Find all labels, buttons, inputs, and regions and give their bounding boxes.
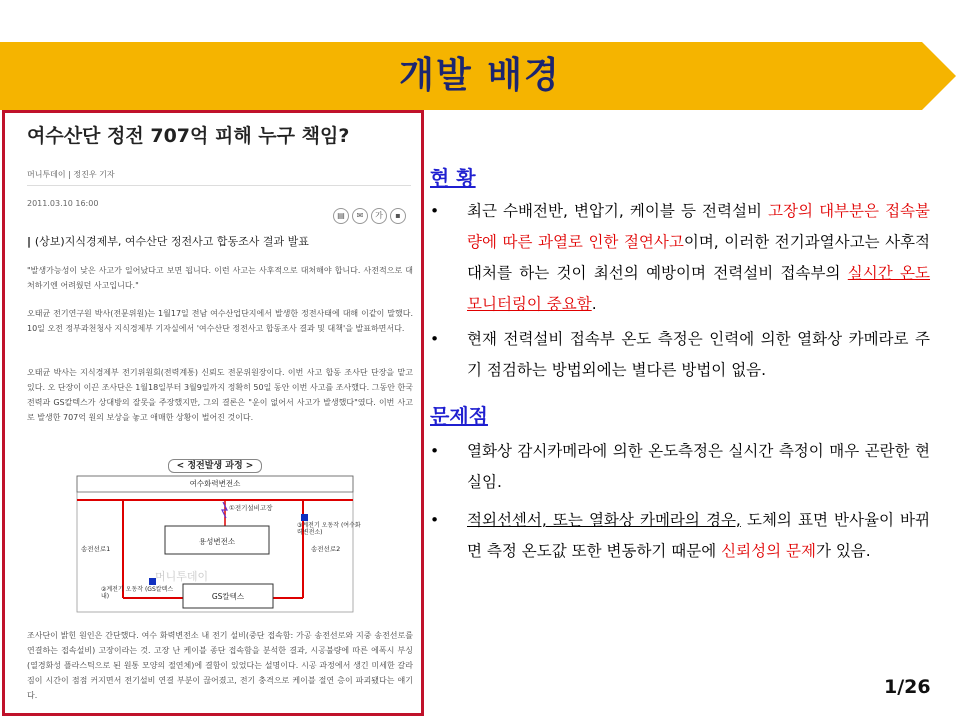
diagram-middle-station: 용성변전소 xyxy=(198,537,236,546)
article-paragraph-3: 오태균 박사는 지식경제부 전기위원회(전력계통) 신뢰도 전문위원장이다. 이번 사고 합동 조사단 단장을 맡고 있다. 오 단장이 이끈 조사단은 1월18일부터 3월9일까지 정확히 50일 동안 이번 사고를 조사했다. 그동안 한국전력과 GS칼텍스가 상대방의 잘못을 주장했지만, 그의 결론은 "운이 없어서 사고가 발생했다"였다. 이번 사고로 발생한 707억 원의 보상을 놓고 애매한 상황이 벌어진 것이다. xyxy=(27,368,413,422)
section-heading-status: 현 황 xyxy=(430,166,476,190)
diagram-line-right: 송전선로2 xyxy=(311,545,341,553)
problem-bullet-1 xyxy=(430,436,930,498)
article-paragraph-1: "발생가능성이 낮은 사고가 일어났다고 보면 됩니다. 이런 사고는 사후적으로 대처해야 합니다. 사전적으로 대처하기엔 어려웠던 사고입니다." xyxy=(27,266,413,290)
comment-icon: ▪ xyxy=(390,208,406,224)
problem-bullet-2 xyxy=(430,505,930,598)
section-heading-problem: 문제점 xyxy=(430,404,488,428)
article-paragraph-2: 오태균 전기연구원 박사(전문위원)는 1월17일 전남 여수산업단지에서 발생한 정전사태에 대해 이같이 말했다. 10일 오전 정부과천청사 지식경제부 기자실에서 '여수산단 정전사고 합동조사 결과 및 대책'을 발표하면서다. xyxy=(27,309,413,333)
status-bullet-2-text: 현재 전력설비 접속부 온도 측정은 인력에 의한 열화상 카메라로 주기 점검하는 방법외에는 별다른 방법이 없음. xyxy=(467,330,930,379)
article-headline: 여수산단 정전 707억 피해 누구 책임? xyxy=(27,125,350,147)
bullet-marker: • xyxy=(430,330,440,348)
problem-bullet-2-text: 적외선센서, 또는 열화상 카메라의 경우, 도체의 표면 반사율이 바뀌면 측정 온도값 또한 변동하기 때문에 신뢰성의 문제가 있음. xyxy=(467,511,930,560)
bullet-marker: • xyxy=(430,511,440,529)
font-size-icon: 가 xyxy=(371,208,387,224)
news-article-image xyxy=(2,110,424,716)
slide-title: 개발 배경 xyxy=(399,55,561,96)
diagram-note-right: ③계전기 오동작 (여수화력변전소) xyxy=(297,522,361,536)
email-icon: ✉ xyxy=(352,208,368,224)
status-bullet-2 xyxy=(430,324,930,386)
bullet-marker: • xyxy=(430,442,440,460)
diagram-watermark: 머니투데이 xyxy=(155,570,209,583)
article-date: 2011.03.10 16:00 xyxy=(27,199,99,208)
article-source: 머니투데이 | 정진우 기자 xyxy=(27,170,115,179)
article-tools xyxy=(333,203,409,224)
problem-bullet-1-text: 열화상 감시카메라에 의한 온도측정은 실시간 측정이 매우 곤란한 현실임. xyxy=(467,442,930,491)
diagram-note-left: ②계전기 오동작 (GS칼텍스내) xyxy=(101,586,174,600)
print-icon: ▤ xyxy=(333,208,349,224)
bullet-marker: • xyxy=(430,202,440,220)
outage-diagram xyxy=(65,458,365,618)
status-bullet-1-text: 최근 수배전반, 변압기, 케이블 등 전력설비 고장의 대부분은 접속불량에 따른 과열로 인한 절연사고이며, 이러한 전기과열사고는 사후적 대처를 하는 것이 최선의 예방이며 전력설비 접속부의 실시간 온도 모니터링이 중요함. xyxy=(467,202,931,313)
diagram-caption: < 정전발생 과정 > xyxy=(168,459,263,473)
diagram-line-left: 송전선로1 xyxy=(81,545,111,553)
diagram-fault-label: ①전기설비고장 xyxy=(229,504,273,512)
article-paragraph-4: 조사단이 밝힌 원인은 간단했다. 여수 화력변전소 내 전기 설비(중단 접속함: 가공 송전선로와 지중 송전선로를 연결하는 접속설비) 고장이라는 것. 고장 난 케이블 종단 접속함을 분석한 결과, 시공불량에 따른 에폭시 부싱(열경화성 플라스틱으로 된 원통 모양의 절연체)에 결함이 있었다는 설명이다. 시공 과정에서 생긴 미세한 갈라짐이 시간이 점점 커지면서 전기설비 연결 부분이 끊어졌고, 전기 충격으로 케이블 절연 층이 파괴됐다는 얘기다. xyxy=(27,631,413,700)
article-subhead: | (상보)지식경제부, 여수산단 정전사고 합동조사 결과 발표 xyxy=(27,235,309,248)
article-divider xyxy=(27,185,411,186)
status-bullet-1 xyxy=(430,196,930,320)
diagram-bottom-station: GS칼텍스 xyxy=(211,592,245,601)
diagram-top-station: 여수화력변전소 xyxy=(189,479,241,488)
page-number: 1/26 xyxy=(884,676,931,698)
